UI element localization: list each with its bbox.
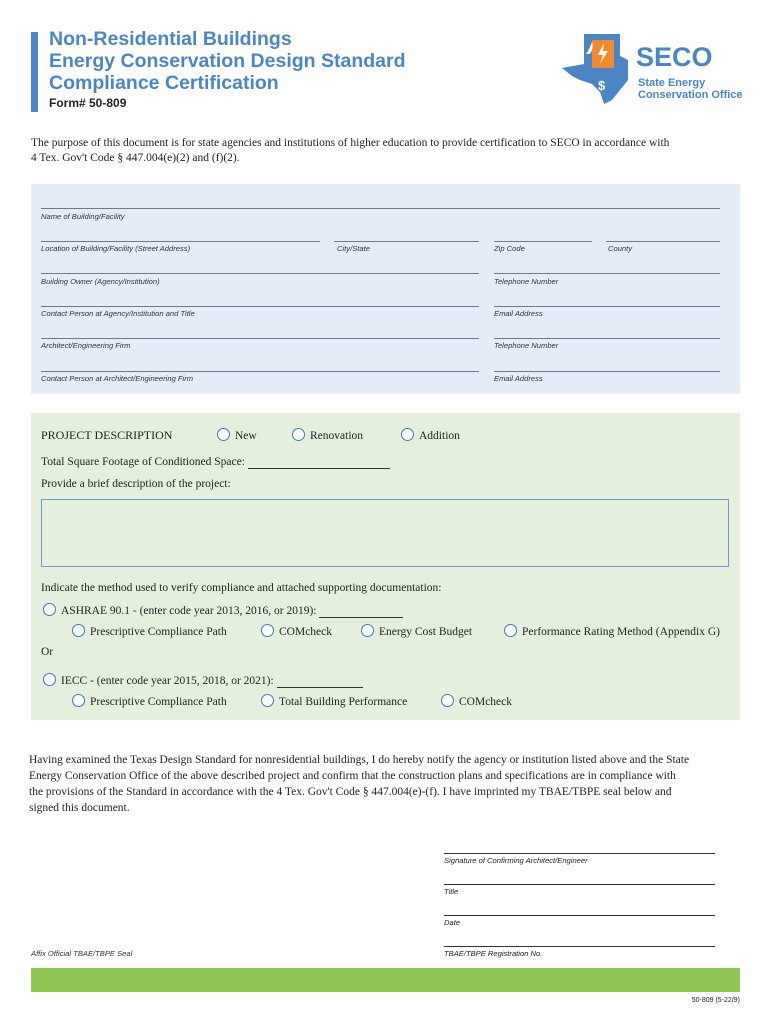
contact-label: Contact Person at Agency/Institution and Title [41, 309, 195, 318]
radio-icon [217, 428, 230, 441]
header-accent-bar [31, 32, 38, 112]
owner-phone-label: Telephone Number [494, 277, 559, 286]
option-ashrae-energy-cost-budget[interactable]: Energy Cost Budget [361, 624, 472, 638]
title-label: Title [444, 887, 459, 896]
registration-field[interactable] [444, 946, 715, 947]
facility-info-panel [31, 184, 740, 394]
building-name-field[interactable] [41, 208, 720, 209]
arch-contact-field[interactable] [41, 371, 479, 372]
radio-icon [401, 428, 414, 441]
ashrae-year-field[interactable] [319, 605, 403, 618]
radio-icon [261, 624, 274, 637]
svg-text:State Energy: State Energy [638, 77, 706, 89]
owner-label: Building Owner (Agency/Institution) [41, 277, 160, 286]
radio-icon [261, 694, 274, 707]
radio-icon [361, 624, 374, 637]
option-iecc-total-building[interactable]: Total Building Performance [261, 694, 407, 708]
or-label: Or [41, 646, 54, 658]
arch-phone-label: Telephone Number [494, 341, 559, 350]
signature-label: Signature of Confirming Architect/Engineer [444, 856, 588, 865]
iecc-year-field[interactable] [277, 675, 363, 688]
option-iecc[interactable]: IECC - (enter code year 2015, 2018, or 2021): [43, 673, 363, 688]
date-field[interactable] [444, 915, 715, 916]
option-ashrae-comcheck[interactable]: COMcheck [261, 624, 332, 638]
project-description-textarea[interactable] [41, 499, 729, 567]
title-field[interactable] [444, 884, 715, 885]
project-description-heading: PROJECT DESCRIPTION [41, 428, 173, 442]
arch-email-label: Email Address [494, 374, 543, 383]
contact-email-label: Email Address [494, 309, 543, 318]
registration-label: TBAE/TBPE Registration No. [444, 949, 543, 958]
footer-bar [31, 968, 740, 992]
purpose-text: The purpose of this document is for state agencies and institutions of higher education to provide certification to SECO in accordance with 4 Tex. Gov't Code § 447.004(e)(2) and (f)(2). [31, 137, 670, 164]
arch-phone-field[interactable] [494, 338, 720, 339]
seco-logo [558, 30, 748, 106]
form-revision-code: 50-809 (5-22/9) [691, 997, 740, 1004]
radio-icon [441, 694, 454, 707]
option-ashrae[interactable]: ASHRAE 90.1 - (enter code year 2013, 2016, or 2019): [43, 603, 403, 618]
square-footage-field[interactable] [248, 456, 390, 469]
form-number: Form# 50-809 [49, 96, 127, 110]
arch-contact-label: Contact Person at Architect/Engineering Firm [41, 374, 194, 383]
svg-text:SECO: SECO [636, 42, 713, 72]
page-title: Non-Residential Buildings Energy Conservation Design Standard Compliance Certification [49, 28, 406, 94]
city-state-field[interactable] [334, 241, 479, 242]
building-name-label: Name of Building/Facility [41, 212, 125, 221]
signature-field[interactable] [444, 853, 715, 854]
option-iecc-comcheck[interactable]: COMcheck [441, 694, 512, 708]
radio-icon [504, 624, 517, 637]
radio-icon [292, 428, 305, 441]
location-field[interactable] [41, 241, 320, 242]
option-ashrae-performance-rating[interactable]: Performance Rating Method (Appendix G) [504, 624, 720, 638]
radio-icon [72, 624, 85, 637]
radio-icon [43, 603, 56, 616]
arch-email-field[interactable] [494, 371, 720, 372]
zip-label: Zip Code [494, 244, 525, 253]
square-footage-row: Total Square Footage of Conditioned Space: [41, 456, 390, 469]
option-addition[interactable]: Addition [401, 428, 460, 442]
zip-field[interactable] [494, 241, 592, 242]
radio-icon [72, 694, 85, 707]
radio-icon [43, 673, 56, 686]
owner-phone-field[interactable] [494, 273, 720, 274]
option-iecc-prescriptive[interactable]: Prescriptive Compliance Path [72, 694, 227, 708]
location-label: Location of Building/Facility (Street Address) [41, 244, 191, 253]
method-label: Indicate the method used to verify compliance and attached supporting documentation: [41, 582, 442, 594]
county-label: County [608, 244, 633, 253]
arch-firm-field[interactable] [41, 338, 479, 339]
date-label: Date [444, 918, 461, 927]
arch-firm-label: Architect/Engineering Firm [41, 341, 131, 350]
brief-description-label: Provide a brief description of the project: [41, 478, 231, 490]
svg-text:$: $ [598, 78, 606, 93]
county-field[interactable] [606, 241, 720, 242]
option-ashrae-prescriptive[interactable]: Prescriptive Compliance Path [72, 624, 227, 638]
owner-field[interactable] [41, 273, 479, 274]
city-state-label: City/State [337, 244, 370, 253]
certification-text: Having examined the Texas Design Standard for nonresidential buildings, I do hereby notify the agency or institution listed above and the State Energy Conservation Office of the above described project and confirm that the construction plans and specifications are in compliance with the provisions of the Standard in accordance with the 4 Tex. Gov't Code § 447.004(e)-(f). I have imprinted my TBAE/TBPE seal below and signed this document. [29, 754, 690, 814]
contact-email-field[interactable] [494, 306, 720, 307]
contact-field[interactable] [41, 306, 479, 307]
svg-text:Conservation Office: Conservation Office [638, 89, 743, 101]
seal-label: Affix Official TBAE/TBPE Seal [31, 949, 133, 958]
option-new[interactable]: New [217, 428, 257, 442]
option-renovation[interactable]: Renovation [292, 428, 363, 442]
